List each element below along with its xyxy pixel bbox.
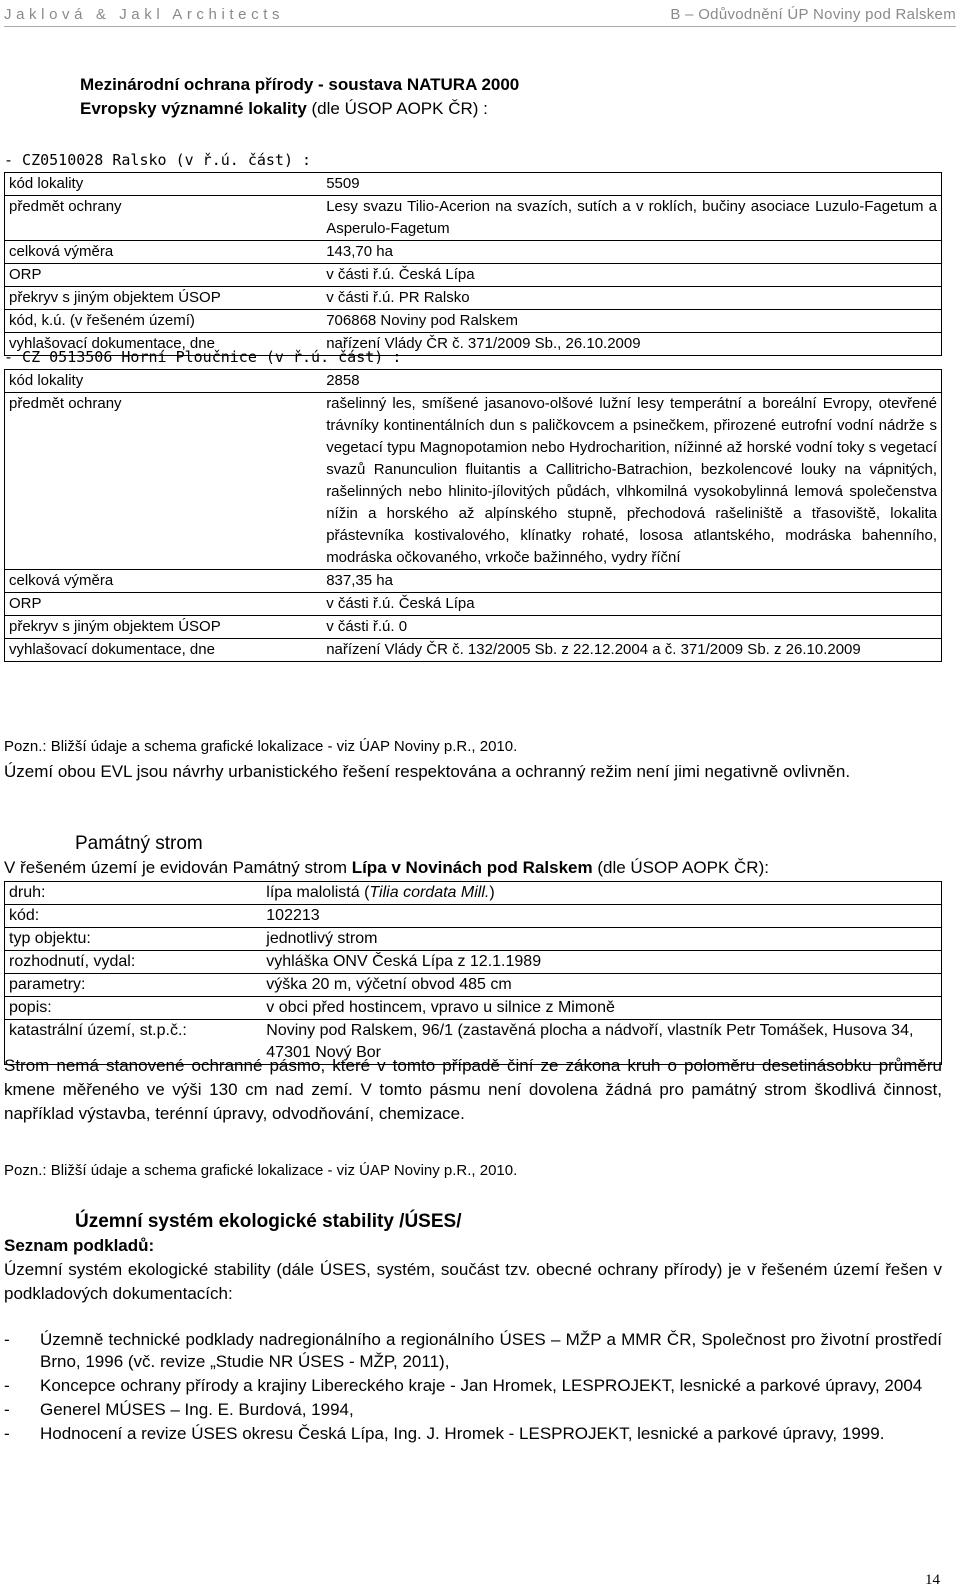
row-label: ORP — [5, 593, 323, 616]
table-row — [5, 241, 942, 264]
list-item — [4, 1375, 942, 1397]
row-value: 837,35 ha — [322, 570, 941, 593]
row-label: vyhlašovací dokumentace, dne — [5, 639, 323, 662]
page-number: 14 — [925, 1572, 940, 1588]
table-row — [5, 928, 942, 951]
row-value: rašelinný les, smíšené jasanovo-olšové lužní lesy temperátní a boreální Evropy, otevřené trávníky kontinentálních dun s paličkovcem a psinečkem, přirozené eutrofní vodní nádrže s vegetací typu Magnopotamion nebo Hydrocharition, nížinné až horské vodní toky s vegetací svazů Ranunculion fluitantis a Callitricho-Batrachion, bezkolencové louky na vápnitých, rašelinných nebo hlinito-jílovitých půdách, vlhkomilná vysokobylinná lemová společenstva nížin a horského až alpínského stupně, přechodová rašeliniště a třasoviště, lokalita přástevníka kostivalového, klínatky rohaté, lososa atlantského, modráska bahenního, modráska očkovaného, vrkoče bažinného, vydry říční — [322, 393, 941, 570]
row-label: celková výměra — [5, 570, 323, 593]
table-row — [5, 264, 942, 287]
row-label: celková výměra — [5, 241, 323, 264]
tree-name: Lípa v Novinách pod Ralskem — [351, 858, 593, 877]
row-value: 2858 — [322, 370, 941, 393]
row-value: 102213 — [262, 905, 941, 928]
row-value: 706868 Noviny pod Ralskem — [322, 310, 941, 333]
uses-source-list — [4, 1329, 942, 1447]
row-label: katastrální území, st.p.č.: — [5, 1020, 263, 1065]
list-bullet: - — [4, 1330, 10, 1349]
row-value: nařízení Vlády ČR č. 132/2005 Sb. z 22.12.2004 a č. 371/2009 Sb. z 26.10.2009 — [322, 639, 941, 662]
table-row — [5, 639, 942, 662]
table-row — [5, 882, 942, 905]
row-label: kód lokality — [5, 173, 323, 196]
table-row — [5, 593, 942, 616]
table-row — [5, 287, 942, 310]
list-item-text: Generel MÚSES – Ing. E. Burdová, 1994, — [40, 1400, 354, 1419]
table-row — [5, 173, 942, 196]
row-value: 5509 — [322, 173, 941, 196]
tree-note: Pozn.: Bližší údaje a schema grafické lokalizace - viz ÚAP Noviny p.R., 2010. — [4, 1162, 518, 1179]
row-label: kód, k.ú. (v řešeném území) — [5, 310, 323, 333]
tree-intro — [4, 857, 950, 879]
species-latin: Tilia cordata Mill. — [369, 884, 490, 901]
evl-title-bold: Evropsky významné lokality — [80, 99, 307, 118]
row-label: ORP — [5, 264, 323, 287]
uses-heading: Územní systém ekologické stability /ÚSES/ — [75, 1211, 462, 1232]
header-document-title: B – Odůvodnění ÚP Noviny pod Ralskem — [670, 6, 956, 23]
list-bullet: - — [4, 1400, 10, 1419]
row-label: popis: — [5, 997, 263, 1020]
row-value: v obci před hostincem, vpravo u silnice z Mimoně — [262, 997, 941, 1020]
table-row — [5, 393, 942, 570]
row-label: kód lokality — [5, 370, 323, 393]
tree-table — [4, 881, 942, 1065]
site2-heading: - CZ 0513506 Horní Ploučnice (v ř.ú. část) : — [4, 348, 402, 366]
natura-title: Mezinárodní ochrana přírody - soustava NATURA 2000 — [80, 75, 520, 94]
row-value: výška 20 m, výčetní obvod 485 cm — [262, 974, 941, 997]
page-header — [4, 4, 956, 27]
row-label: vyhlašovací dokumentace, dne — [5, 333, 323, 356]
natura-note: Pozn.: Bližší údaje a schema grafické lokalizace - viz ÚAP Noviny p.R., 2010. — [4, 738, 518, 755]
row-value: jednotlivý strom — [262, 928, 941, 951]
row-value: Lesy svazu Tilio-Acerion na svazích, sutích a v roklích, bučiny asociace Luzulo-Fagetum a Asperulo-Fagetum — [322, 196, 941, 241]
row-value: v části ř.ú. 0 — [322, 616, 941, 639]
list-item — [4, 1399, 942, 1421]
row-value: v části ř.ú. Česká Lípa — [322, 264, 941, 287]
row-label: překryv s jiným objektem ÚSOP — [5, 287, 323, 310]
table-row — [5, 370, 942, 393]
row-label: kód: — [5, 905, 263, 928]
table-row — [5, 974, 942, 997]
row-value: v části ř.ú. Česká Lípa — [322, 593, 941, 616]
uses-sources-heading: Seznam podkladů: — [4, 1236, 155, 1255]
evl-title-source: (dle ÚSOP AOPK ČR) : — [306, 99, 488, 118]
row-label: druh: — [5, 882, 263, 905]
table-row — [5, 310, 942, 333]
row-label: rozhodnutí, vydal: — [5, 951, 263, 974]
table-row — [5, 951, 942, 974]
tree-intro-source: (dle ÚSOP AOPK ČR): — [592, 858, 769, 877]
row-label: parametry: — [5, 974, 263, 997]
site1-table — [4, 172, 942, 356]
list-item-text: Územně technické podklady nadregionálního a regionálního ÚSES – MŽP a MMR ČR, Společnost pro životní prostředí Brno, 1996 (vč. revize „Studie NR ÚSES - MŽP, 2011), — [40, 1330, 942, 1371]
row-value: v části ř.ú. PR Ralsko — [322, 287, 941, 310]
table-row — [5, 196, 942, 241]
list-item-text: Hodnocení a revize ÚSES okresu Česká Lípa, Ing. J. Hromek - LESPROJEKT, lesnické a parkové úpravy, 1999. — [40, 1424, 885, 1443]
site1-heading: - CZ0510028 Ralsko (v ř.ú. část) : — [4, 151, 312, 169]
list-item-text: Koncepce ochrany přírody a krajiny Libereckého kraje - Jan Hromek, LESPROJEKT, lesnické a parkové úpravy, 2004 — [40, 1376, 923, 1395]
row-value: nařízení Vlády ČR č. 371/2009 Sb., 26.10.2009 — [322, 333, 941, 356]
row-label: překryv s jiným objektem ÚSOP — [5, 616, 323, 639]
row-value: vyhláška ONV Česká Lípa z 12.1.1989 — [262, 951, 941, 974]
row-label: předmět ochrany — [5, 196, 323, 241]
site2-table — [4, 369, 942, 662]
row-value — [262, 882, 941, 905]
uses-intro: Územní systém ekologické stability (dále ÚSES, systém, součást tzv. obecné ochrany přírody) je v řešeném území řešen v podkladových dokumentacích: — [4, 1260, 942, 1303]
list-item — [4, 1329, 942, 1373]
tree-heading: Památný strom — [75, 833, 203, 854]
tree-paragraph: Strom nemá stanovené ochranné pásmo, které v tomto případě činí ze zákona kruh o poloměru desetinásobku průměru kmene měřeného ve výši 130 cm nad zemí. V tomto pásmu není dovolena žádná pro památný strom škodlivá činnost, například výstavba, terénní úpravy, odvodňování, chemizace. — [4, 1056, 942, 1123]
list-item — [4, 1423, 942, 1445]
list-bullet: - — [4, 1424, 10, 1443]
row-label: předmět ochrany — [5, 393, 323, 570]
species-close: ) — [489, 884, 495, 901]
table-row — [5, 570, 942, 593]
row-label: typ objektu: — [5, 928, 263, 951]
row-value: Noviny pod Ralskem, 96/1 (zastavěná plocha a nádvoří, vlastník Petr Tomášek, Husova 34, 47301 Nový Bor — [262, 1020, 941, 1065]
tree-intro-text: V řešeném území je evidován Památný strom — [4, 858, 352, 877]
table-row — [5, 616, 942, 639]
species-text: lípa malolistá ( — [266, 884, 370, 901]
header-company: Jaklová & Jakl Architects — [4, 6, 285, 23]
table-row — [5, 905, 942, 928]
row-value: 143,70 ha — [322, 241, 941, 264]
list-bullet: - — [4, 1376, 10, 1395]
evl-paragraph: Území obou EVL jsou návrhy urbanistického řešení respektována a ochranný režim není jimi negativně ovlivněn. — [4, 762, 851, 781]
table-row — [5, 997, 942, 1020]
evl-title — [80, 98, 488, 120]
